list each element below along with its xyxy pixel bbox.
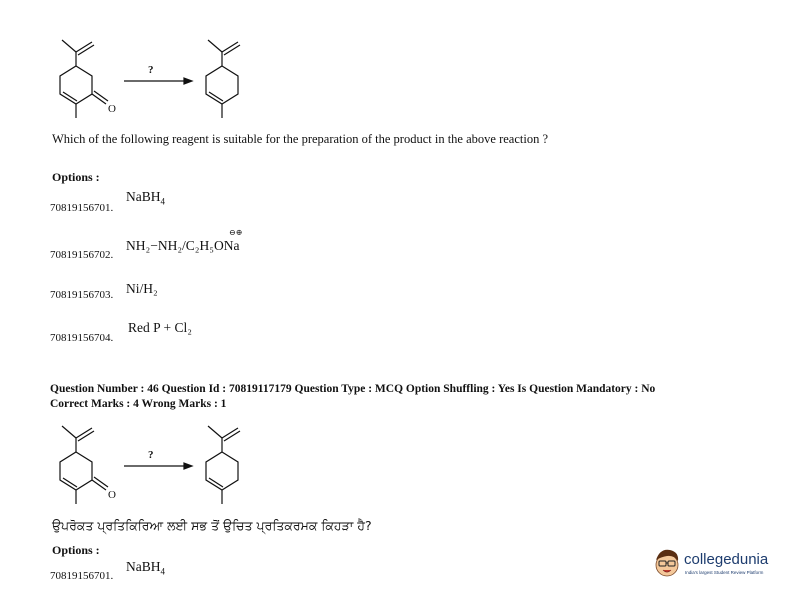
- collegedunia-logo: [652, 546, 784, 582]
- option-3-formula[interactable]: Ni/H₂: [126, 281, 158, 296]
- question-text-punjabi: ਉਪਰੋਕਤ ਪ੍ਰਤਿਕਿਰਿਆ ਲਈ ਸਭ ਤੋਂ ਉਚਿਤ ਪ੍ਰਤਿਕਰਮਕ ਕਿਹੜਾ ਹੈ?: [52, 518, 372, 533]
- option-2-charges: ⊖⊕: [229, 228, 243, 237]
- reactant-molecule-1: [48, 22, 138, 122]
- option-4-formula[interactable]: Red P + Cl₂: [128, 320, 192, 335]
- option-1-formula[interactable]: NaBH$_4$: [126, 189, 165, 207]
- option-3-id: 70819156703.: [50, 289, 114, 301]
- question-text: Which of the following reagent is suitable for the preparation of the product in the above reaction ?: [52, 132, 549, 146]
- reaction-arrow-label: ?: [148, 64, 154, 76]
- reaction-arrow: [124, 76, 194, 86]
- q2-option-1-formula[interactable]: NaBH$_4$: [126, 559, 165, 577]
- mascot-icon: [652, 546, 682, 580]
- ketone-oxygen-label: O: [108, 103, 116, 115]
- option-2-formula[interactable]: NH₂−NH₂/C₂H₅ONa: [126, 238, 240, 253]
- option-2-id: 70819156702.: [50, 249, 114, 261]
- q2-option-1-id: 70819156701.: [50, 570, 114, 582]
- product-molecule-2: [194, 408, 264, 508]
- option-4-id: 70819156704.: [50, 332, 114, 344]
- product-molecule-1: [194, 22, 264, 122]
- reaction-arrow-2: [124, 461, 194, 471]
- logo-tagline: India's largest Student Review Platform: [685, 570, 764, 575]
- ketone-oxygen-label-2: O: [108, 489, 116, 501]
- options-label: Options :: [52, 170, 100, 184]
- logo-name: collegedunia: [684, 551, 769, 568]
- reaction-arrow-label-2: ?: [148, 449, 154, 461]
- reactant-molecule-2: [48, 408, 138, 508]
- option-1-id: 70819156701.: [50, 202, 114, 214]
- question-meta-line-1: Question Number : 46 Question Id : 70819117179 Question Type : MCQ Option Shuffling : Yes Is Question Mandatory : No: [50, 383, 656, 395]
- options-label-2: Options :: [52, 543, 100, 557]
- question-meta-line-2: Correct Marks : 4 Wrong Marks : 1: [50, 398, 227, 410]
